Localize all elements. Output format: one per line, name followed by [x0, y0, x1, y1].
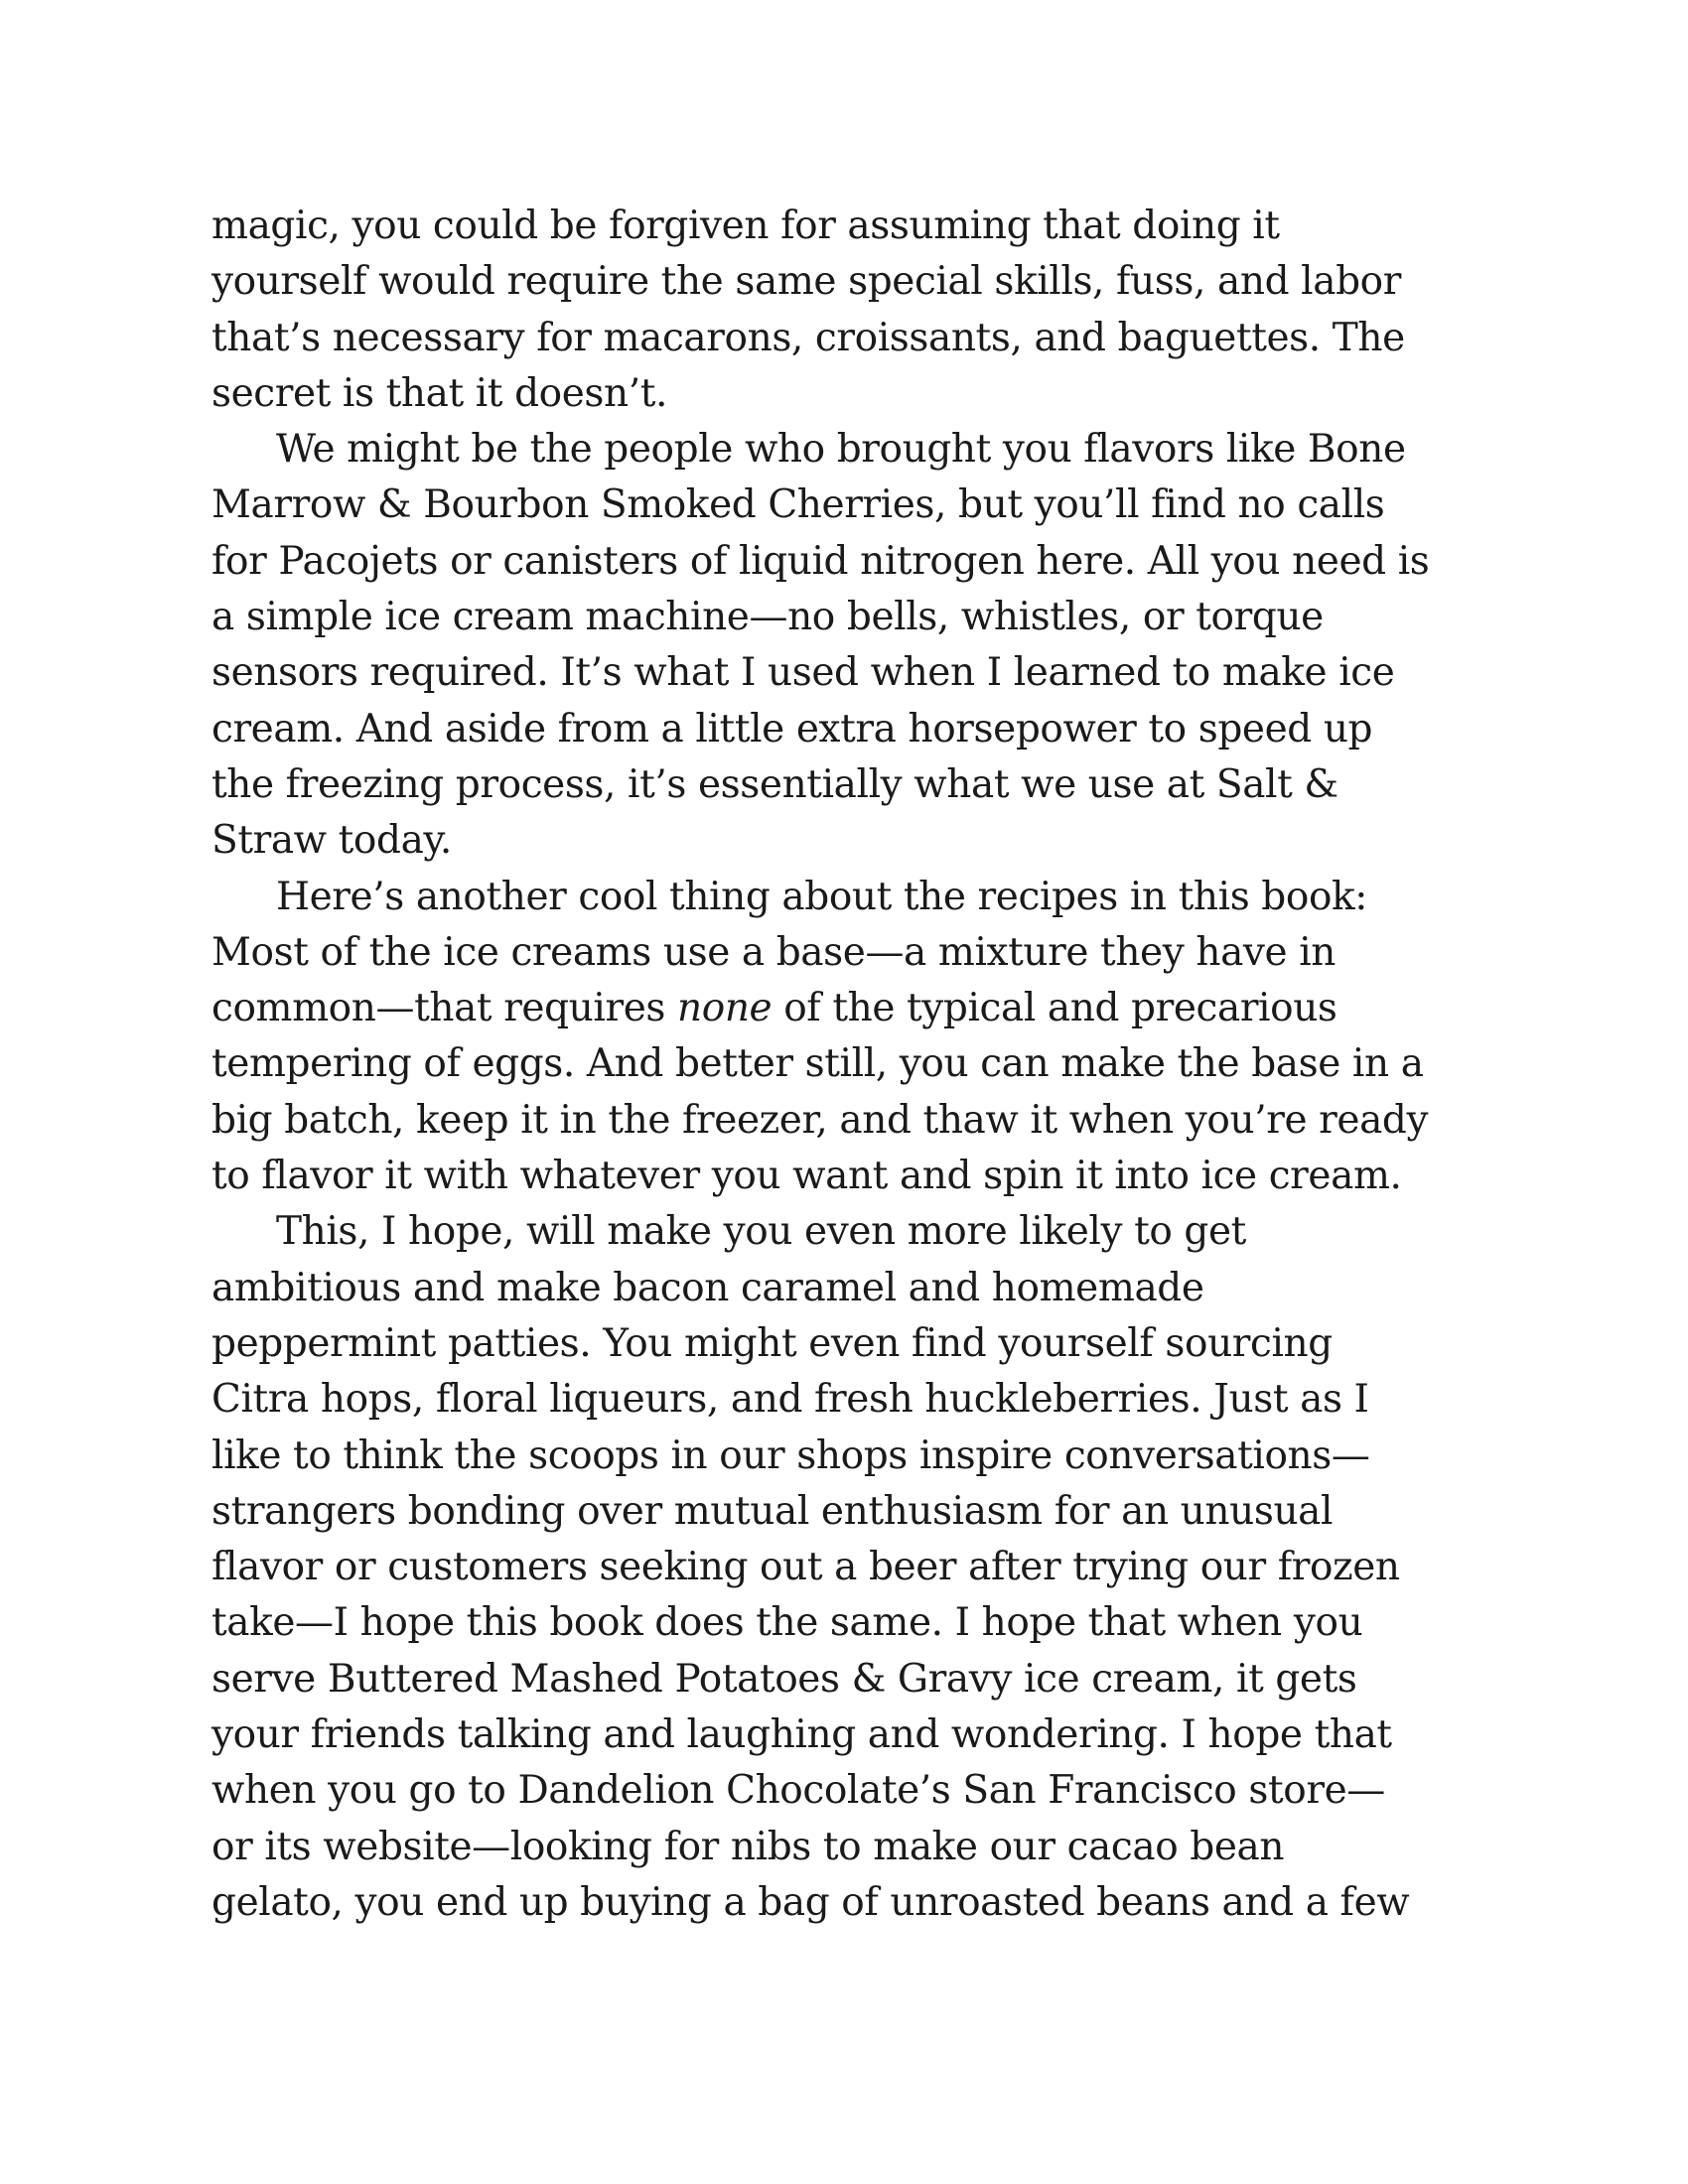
text-line: peppermint patties. You might even find yourself sourcing	[211, 1320, 1333, 1366]
text-line: We might be the people who brought you flavors like Bone	[276, 427, 1406, 473]
text-line: Straw today.	[211, 818, 452, 864]
text-line: Marrow & Bourbon Smoked Cherries, but you’ll find no calls	[211, 482, 1385, 528]
text-line: your friends talking and laughing and wondering. I hope that	[211, 1712, 1392, 1758]
text-line: Citra hops, floral liqueurs, and fresh huckleberries. Just as I	[211, 1377, 1369, 1423]
body-text	[211, 199, 1502, 1931]
text-line: ambitious and make bacon caramel and homemade	[211, 1265, 1204, 1310]
text-line: when you go to Dandelion Chocolate’s San Francisco store—	[211, 1768, 1385, 1814]
text-line: sensors required. It’s what I used when I learned to make ice	[211, 650, 1395, 696]
text-line: gelato, you end up buying a bag of unroasted beans and a few	[211, 1879, 1410, 1925]
text-line: flavor or customers seeking out a beer after trying our frozen	[211, 1545, 1400, 1590]
text-line: that’s necessary for macarons, croissants, and baguettes. The	[211, 315, 1405, 360]
text-line: strangers bonding over mutual enthusiasm for an unusual	[211, 1488, 1334, 1534]
text-line: serve Buttered Mashed Potatoes & Gravy ice cream, it gets	[211, 1656, 1357, 1702]
text-line: secret is that it doesn’t.	[211, 370, 667, 416]
paragraph	[211, 1204, 1502, 1931]
text-segment: of the typical and precarious	[772, 986, 1337, 1031]
text-line: big batch, keep it in the freezer, and thaw it when you’re ready	[211, 1097, 1429, 1143]
emphasized-word: none	[677, 986, 773, 1031]
text-line: tempering of eggs. And better still, you can make the base in a	[211, 1041, 1424, 1087]
text-line: the freezing process, it’s essentially what we use at Salt &	[211, 761, 1338, 807]
paragraph	[211, 870, 1502, 1205]
text-line: cream. And aside from a little extra horsepower to speed up	[211, 706, 1373, 751]
text-line: a simple ice cream machine—no bells, whistles, or torque	[211, 595, 1324, 640]
text-segment: common—that requires	[211, 986, 678, 1031]
text-line	[211, 981, 1502, 1036]
paragraph	[211, 422, 1502, 869]
text-line: Here’s another cool thing about the recipes in this book:	[276, 874, 1368, 919]
text-line: yourself would require the same special skills, fuss, and labor	[211, 259, 1401, 305]
text-line: like to think the scoops in our shops inspire conversations—	[211, 1433, 1370, 1478]
text-line: magic, you could be forgiven for assuming that doing it	[211, 204, 1280, 248]
text-line: to flavor it with whatever you want and spin it into ice cream.	[211, 1154, 1402, 1199]
text-line: or its website—looking for nibs to make our cacao bean	[211, 1824, 1285, 1869]
text-line: take—I hope this book does the same. I hope that when you	[211, 1600, 1363, 1646]
text-line: This, I hope, will make you even more likely to get	[276, 1209, 1246, 1255]
text-line: Most of the ice creams use a base—a mixture they have in	[211, 929, 1336, 975]
paragraph	[211, 199, 1502, 422]
text-line: for Pacojets or canisters of liquid nitrogen here. All you need is	[211, 538, 1430, 584]
